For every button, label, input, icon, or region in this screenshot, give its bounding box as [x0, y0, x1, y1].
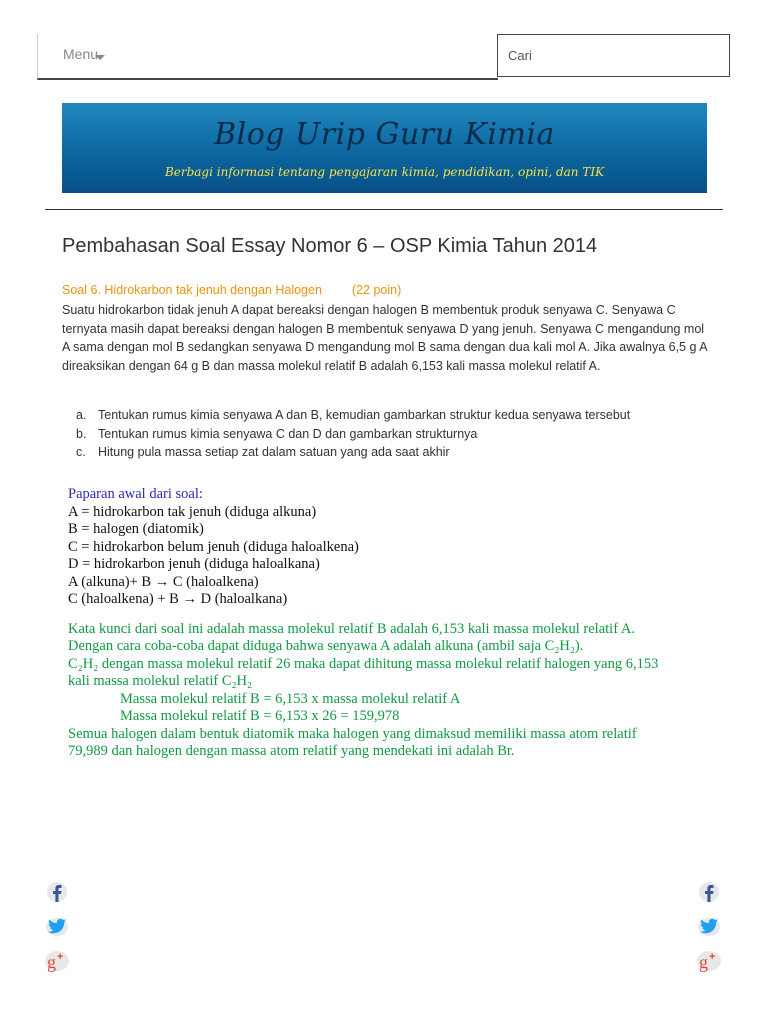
- solution-line: C (haloalkena) + B → D (haloalkana): [68, 591, 288, 607]
- facebook-icon: [46, 879, 68, 903]
- share-bar-right: [696, 878, 724, 983]
- blog-header-banner[interactable]: [62, 103, 707, 193]
- solution-line: B = halogen (diatomik): [68, 521, 204, 537]
- menu-label[interactable]: Menu: [63, 46, 99, 62]
- menu-dropdown[interactable]: [37, 34, 498, 80]
- question-heading: [62, 283, 401, 297]
- list-item: [62, 406, 630, 425]
- solution-line: Semua halogen dalam bentuk diatomik maka halogen yang dimaksud memiliki massa atom relatif: [68, 725, 637, 742]
- blog-tagline: Berbagi informasi tentang pengajaran kimia, pendidikan, opini, dan TIK: [164, 165, 605, 179]
- twitter-share-button[interactable]: [696, 913, 722, 939]
- list-marker: a.: [76, 408, 87, 422]
- google-plus-share-button[interactable]: [44, 948, 70, 974]
- svg-text:+: +: [57, 951, 64, 963]
- list-item-text: Hitung pula massa setiap zat dalam satuan yang ada saat akhir: [98, 445, 450, 459]
- facebook-icon: [698, 879, 720, 903]
- solution-line: Kata kunci dari soal ini adalah massa molekul relatif B adalah 6,153 kali massa molekul relatif A.: [68, 620, 635, 637]
- header-divider: [45, 209, 723, 210]
- google-plus-icon: [44, 949, 70, 973]
- google-plus-share-button[interactable]: [696, 948, 722, 974]
- solution-heading: Paparan awal dari soal:: [68, 486, 203, 502]
- solution-line: 79,989 dan halogen dengan massa atom relatif yang mendekati ini adalah Br.: [68, 743, 515, 759]
- solution-calc-line: Massa molekul relatif B = 6,153 x 26 = 159,978: [120, 708, 400, 724]
- list-item-text: Tentukan rumus kimia senyawa C dan D dan gambarkan strukturnya: [98, 426, 478, 441]
- list-item: [62, 443, 630, 462]
- solution-image: [68, 486, 718, 761]
- list-marker: b.: [76, 426, 87, 441]
- list-marker: c.: [76, 445, 86, 459]
- solution-line: kali massa molekul relatif C₂H₂: [68, 673, 253, 689]
- blog-title[interactable]: Blog Urip Guru Kimia: [214, 117, 555, 152]
- facebook-share-button[interactable]: [44, 878, 70, 904]
- question-points: (22 poin): [351, 283, 402, 297]
- question-heading-text: Soal 6. Hidrokarbon tak jenuh dengan Halogen: [62, 283, 322, 297]
- twitter-share-button[interactable]: [44, 913, 70, 939]
- svg-text:g: g: [47, 952, 56, 972]
- facebook-share-button[interactable]: [696, 878, 722, 904]
- share-bar-left: [44, 878, 72, 983]
- solution-line: D = hidrokarbon jenuh (diduga haloalkana): [68, 556, 320, 572]
- solution-line: C = hidrokarbon belum jenuh (diduga haloalkena): [68, 538, 359, 555]
- spacer: [68, 609, 718, 621]
- twitter-icon: [697, 915, 721, 937]
- list-item: [62, 425, 630, 444]
- google-plus-icon: [696, 949, 722, 973]
- post-title: Pembahasan Soal Essay Nomor 6 – OSP Kimia Tahun 2014: [62, 235, 598, 257]
- solution-line: C₂H₂ dengan massa molekul relatif 26 maka dapat dihitung massa molekul relatif halogen yang 6,153: [68, 655, 659, 672]
- solution-line: A (alkuna)+ B → C (haloalkena): [68, 573, 259, 590]
- list-item-text: Tentukan rumus kimia senyawa A dan B, kemudian gambarkan struktur kedua senyawa tersebut: [98, 408, 631, 422]
- search-input[interactable]: [497, 34, 730, 77]
- twitter-icon: [45, 915, 69, 937]
- caret-down-icon[interactable]: [95, 55, 105, 60]
- solution-line: A = hidrokarbon tak jenuh (diduga alkuna): [68, 503, 317, 520]
- svg-text:g: g: [699, 952, 708, 972]
- question-list: [62, 406, 630, 462]
- solution-line: Dengan cara coba-coba dapat diduga bahwa senyawa A adalah alkuna (ambil saja C₂H₂).: [68, 638, 584, 654]
- svg-text:+: +: [709, 951, 716, 963]
- solution-calc-line: Massa molekul relatif B = 6,153 x massa molekul relatif A: [120, 690, 461, 707]
- top-navigation: [37, 34, 732, 80]
- question-body: Suatu hidrokarbon tidak jenuh A dapat bereaksi dengan halogen B membentuk produk senyawa C. Senyawa C ternyata masih dapat bereaksi dengan halogen B membentuk senyawa D yang jenuh. Senyawa C mengandung mol A sama dengan mol B sedangkan senyawa D mengandung mol B sama dengan dua kali mol A. Jika awalnya 6,5 g A direaksikan dengan 64 g B dan massa molekul relatif B adalah 6,153 kali massa molekul relatif A.: [62, 303, 707, 373]
